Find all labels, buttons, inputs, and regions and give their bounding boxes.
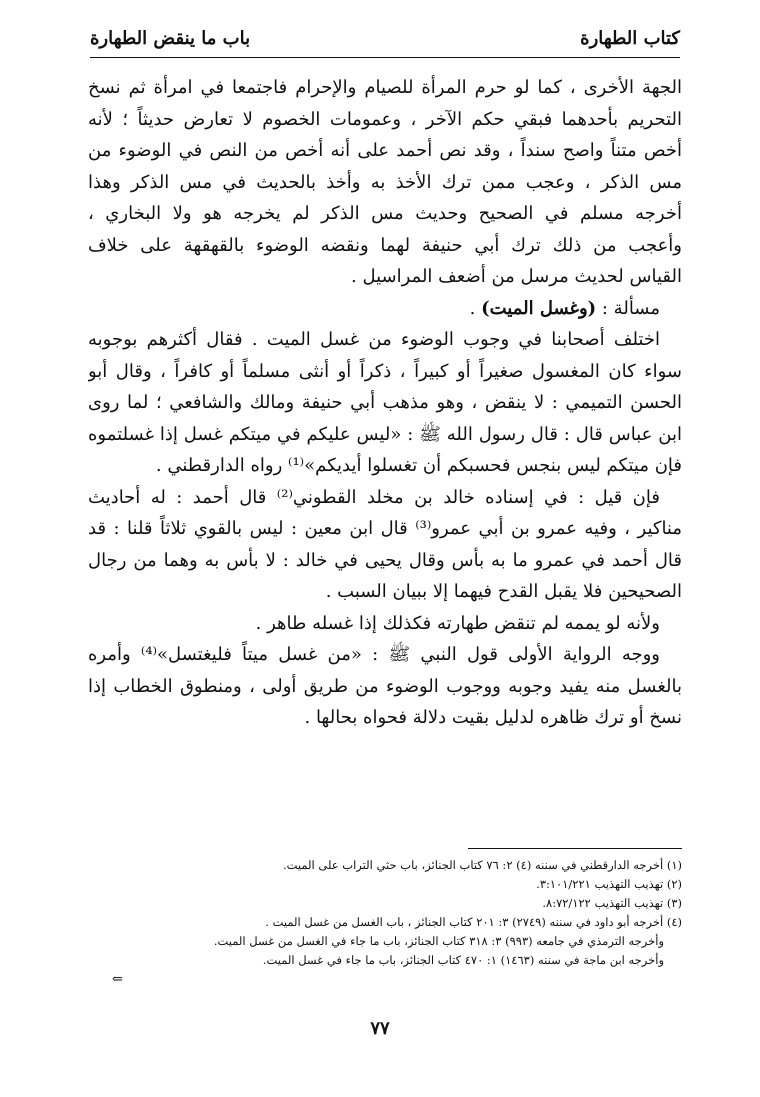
footnotes [110,856,682,970]
footnote: (٢) تهذيب التهذيب ٣:١٠١/٢٢١. [536,877,682,891]
text-line: الحسن التميمي : لا ينقض ، وهو مذهب أبي حنيفة ومالك والشافعي ؛ لما روى [88,392,682,413]
main-text [88,72,682,734]
book-title: كتاب الطهارة [580,28,680,49]
text-line: التحريم بأحدهما فبقي حكم الآخر ، وعمومات الخصوم لا تعارض حديثاً ؛ لأنه [88,108,682,130]
footnote: (١) أخرجه الدارقطني في سننه (٤) ٢: ٧٦ كتاب الجنائز، باب حثي التراب على الميت. [282,858,682,872]
footnote: (٤) أخرجه أبو داود في سننه (٢٧٤٩) ٣: ٢٠١ كتاب الجنائز ، باب الغسل من غسل الميت . [265,915,682,929]
mas-ala-title: (وغسل الميت) [481,297,597,319]
footnote-rule [468,848,682,849]
footnote-continuation: وأخرجه الترمذي في جامعه (٩٩٣) ٣: ٣١٨ كتاب الجنائز، باب ما جاء في الغسل من غسل الميت. [213,934,664,948]
text-line: مس الذكر ، وعجب ممن ترك الأخذ به وأخذ بالحديث في مس الذكر وهذا [88,171,682,193]
text-line: وأعجب من ذلك ترك أبي حنيفة لهما ونقضه الوضوء بالقهقهة على خلاف [88,234,682,256]
mas-ala-heading [88,293,682,325]
text-line: نسخ أو ترك ظاهره لدليل بقيت دلالة فحواه بحالها . [304,707,682,728]
text-line: ولأنه لو يممه لم تنقض طهارته فكذلك إذا غسله طاهر . [255,612,660,634]
text-line: سواء كان المغسول صغيراً أو كبيراً ، ذكراً أو أنثى مسلماً أو كافراً ، وقال أبو [88,360,682,382]
text-line: قال أحمد في عمرو ما به بأس وقال يحيى في خالد : لا بأس به وهما من رجال [88,549,682,571]
text-line: أخرجه مسلم في الصحيح وحديث مس الذكر لم يخرجه هو ولا البخاري ، [88,203,682,224]
continuation-arrow-icon: ⇐ [112,972,123,987]
running-header [90,24,680,58]
text-line: مناكير ، وفيه عمرو بن أبي عمرو⁽³⁾ قال ابن معين : ليس بالقوي ثلاثاً قلنا : قد [88,518,682,539]
chapter-title: باب ما ينقض الطهارة [90,28,251,49]
text-line: بالغسل منه يفيد وجوبه ووجوب الوضوء من طريق أولى ، ومنطوق الخطاب إذا [88,675,682,697]
text-line: فإن ميتكم ليس بنجس فحسبكم أن تغسلوا أيديكم»⁽¹⁾ رواه الدارقطني . [155,455,682,476]
text-line: القياس لحديث مرسل من أضعف المراسيل . [351,266,682,287]
footnote-continuation: وأخرجه ابن ماجة في سننه (١٤٦٣) ١: ٤٧٠ كتاب الجنائز، باب ما جاء في غسل الميت. [262,953,664,967]
mas-ala-prefix: مسألة : [596,297,660,319]
mas-ala-suffix: . [469,297,482,319]
header-rule [90,57,680,58]
text-line: الصحيحين فلا يقبل القدح فيهما إلا ببيان السبب . [325,581,682,602]
text-line: الجهة الأخرى ، كما لو حرم المرأة للصيام والإحرام فاجتمعا في امرأة ثم نسخ [88,77,682,98]
text-line: فإن قيل : في إسناده خالد بن مخلد القطوني⁽²⁾ قال أحمد : له أحاديث [88,486,660,508]
text-line: أخص متناً واصح سنداً ، وقد نص أحمد على أنه أخص من النص في الوضوء من [88,140,682,161]
footnote: (٣) تهذيب التهذيب ٨:٧٢/١٢٢. [542,896,682,910]
text-line: ووجه الرواية الأولى قول النبي ﷺ : «من غسل ميتاً فليغتسل»⁽⁴⁾ وأمره [88,644,660,665]
text-line: ابن عباس قال : قال رسول الله ﷺ : «ليس عليكم في ميتكم غسل إذا غسلتموه [88,423,682,445]
page-number: ٧٧ [370,1018,390,1039]
text-line: اختلف أصحابنا في وجوب الوضوء من غسل الميت . فقال أكثرهم بوجوبه [88,329,660,350]
